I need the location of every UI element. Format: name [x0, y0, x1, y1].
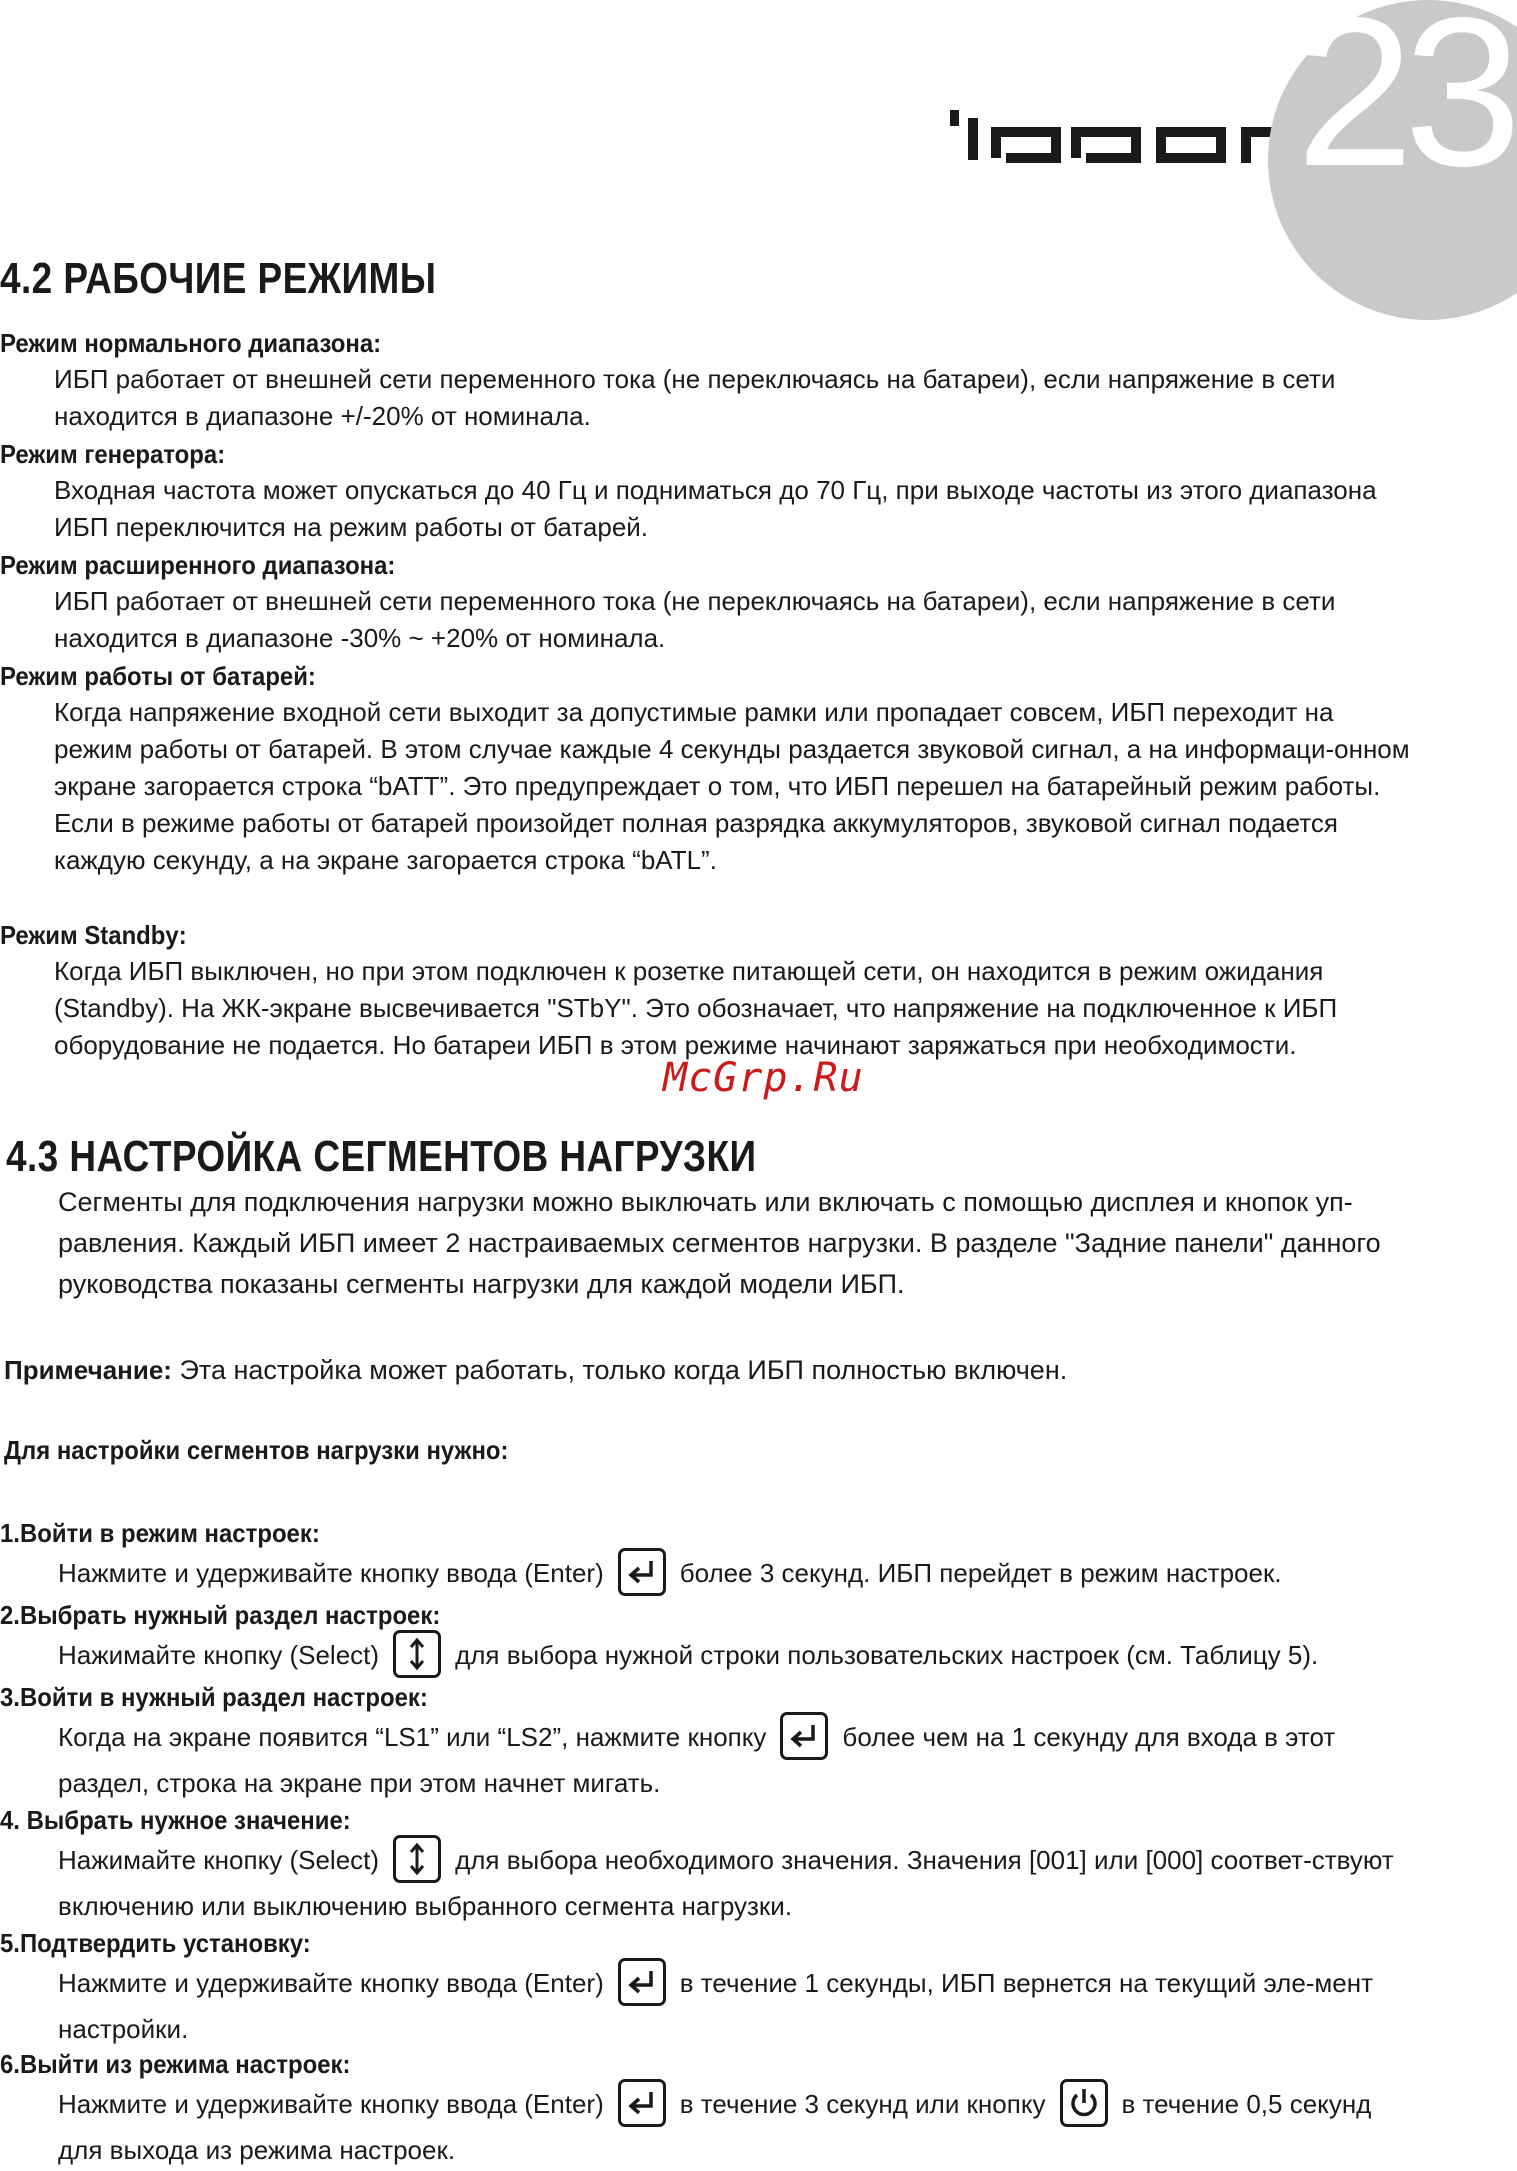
- mode-description: Когда ИБП выключен, но при этом подключен к розетке питающей сети, он находится в режим ожидания (Standby). На ЖК-экране высвечивается "STbY". Это обозначает, что напряжение на подключенное к ИБП оборудование не подается. Но батареи ИБП в этом режиме начинают заряжаться при необходимости.: [54, 956, 1338, 1060]
- mode-description: Когда напряжение входной сети выходит за допустимые рамки или пропадает совсем, ИБП переходит на режим работы от батарей. В этом случае каждые 4 секунды раздается звуковой сигнал, а на информаци-онном экране загорается строка “bATT”. Это предупреждает о том, что ИБП перешел на батарейный режим работы.: [54, 697, 1410, 801]
- power-icon: [1060, 2079, 1108, 2127]
- mode-label: Режим расширенного диапазона:: [0, 550, 396, 580]
- mode-extended: [0, 547, 1440, 657]
- enter-icon: [618, 1548, 666, 1596]
- select-icon: [393, 1835, 441, 1883]
- watermark: McGrp.Ru: [663, 1055, 864, 1101]
- step-text-after: в течение 1 секунды, ИБП вернется на текущий эле-мент настройки.: [58, 1967, 1374, 2044]
- step-2: [0, 1597, 1440, 1681]
- step-4: [0, 1802, 1440, 1927]
- step-text-before: Нажмите и удерживайте кнопку ввода (Enter): [58, 1557, 604, 1588]
- step-text-after: более чем на 1 секунду для входа в этот раздел, строка на экране при этом начнет мигать.: [58, 1721, 1336, 1798]
- step-title: 2.Выбрать нужный раздел настроек:: [0, 1600, 441, 1630]
- mode-description: ИБП работает от внешней сети переменного тока (не переключаясь на батареи), если напряжение в сети находится в диапазоне -30% ~ +20% от номинала.: [54, 586, 1336, 653]
- section-4-2-title: 4.2 РАБОЧИЕ РЕЖИМЫ: [0, 254, 437, 303]
- note-label: Примечание:: [4, 1355, 172, 1385]
- page-number: 23: [1296, 0, 1512, 210]
- step-title: 5.Подтвердить установку:: [0, 1928, 311, 1958]
- step-text-after: для выбора нужной строки пользовательских настроек (см. Таблицу 5).: [455, 1639, 1319, 1670]
- step-text-before: Нажмите и удерживайте кнопку ввода (Enter): [58, 2088, 604, 2119]
- select-icon: [393, 1630, 441, 1678]
- step-5: [0, 1925, 1440, 2050]
- step-description: [0, 1551, 1398, 1599]
- section-4-3-title: 4.3 НАСТРОЙКА СЕГМЕНТОВ НАГРУЗКИ: [6, 1132, 757, 1181]
- step-title: 4. Выбрать нужное значение:: [0, 1805, 351, 1835]
- mode-generator: [0, 436, 1440, 546]
- note: [4, 1350, 1067, 1390]
- page-number-badge: [1268, 0, 1517, 255]
- step-text-after: в течение 0,5 секунд для выхода из режима настроек.: [58, 2088, 1372, 2165]
- mode-label: Режим нормального диапазона:: [0, 328, 382, 358]
- note-text: Эта настройка может работать, только когда ИБП полностью включен.: [171, 1355, 1068, 1385]
- step-text-before: Нажимайте кнопку (Select): [58, 1844, 380, 1875]
- step-text-middle: в течение 3 секунд или кнопку: [679, 2088, 1046, 2119]
- step-6: [0, 2046, 1440, 2171]
- section-intro: Сегменты для подключения нагрузки можно выключать или включать с помощью дисплея и кнопок уп-равления. Каждый ИБП имеет 2 настраиваемых сегментов нагрузки. В разделе "Задние панели" данного руководства показаны сегменты нагрузки для каждой модели ИБП.: [58, 1187, 1381, 1299]
- enter-icon: [780, 1712, 828, 1760]
- step-title: 3.Войти в нужный раздел настроек:: [0, 1682, 428, 1712]
- step-description: [0, 2082, 1398, 2171]
- step-title: 1.Войти в режим настроек:: [0, 1518, 320, 1548]
- step-text-before: Нажимайте кнопку (Select): [58, 1639, 380, 1670]
- page-header: [0, 0, 1517, 260]
- step-description: [0, 1715, 1398, 1804]
- step-description: [0, 1633, 1398, 1681]
- mode-battery: [0, 658, 1440, 879]
- step-1: [0, 1515, 1440, 1599]
- enter-icon: [618, 1958, 666, 2006]
- mode-label: Режим работы от батарей:: [0, 661, 316, 691]
- step-description: [0, 1838, 1398, 1927]
- mode-normal: [0, 325, 1440, 435]
- step-description: [0, 1961, 1398, 2050]
- mode-description-2: Если в режиме работы от батарей произойдет полная разрядка аккумуляторов, звуковой сигнал подается каждую секунду, а на экране загорается строка “bATL”.: [54, 808, 1338, 875]
- step-text-before: Когда на экране появится “LS1” или “LS2”, нажмите кнопку: [58, 1721, 767, 1752]
- step-text-before: Нажмите и удерживайте кнопку ввода (Enter): [58, 1967, 604, 1998]
- procedure-label: Для настройки сегментов нагрузки нужно:: [4, 1435, 509, 1465]
- enter-icon: [618, 2079, 666, 2127]
- mode-description: ИБП работает от внешней сети переменного тока (не переключаясь на батареи), если напряжение в сети находится в диапазоне +/-20% от номинала.: [54, 364, 1336, 431]
- step-3: [0, 1679, 1440, 1804]
- step-text-after: для выбора необходимого значения. Значения [001] или [000] соответ-ствуют включению или выключению выбранного сегмента нагрузки.: [58, 1844, 1394, 1921]
- step-text-after: более 3 секунд. ИБП перейдет в режим настроек.: [679, 1557, 1282, 1588]
- mode-label: Режим генератора:: [0, 439, 226, 469]
- mode-label: Режим Standby:: [0, 920, 187, 950]
- mode-description: Входная частота может опускаться до 40 Гц и подниматься до 70 Гц, при выходе частоты из этого диапазона ИБП переключится на режим работы от батарей.: [54, 475, 1377, 542]
- step-title: 6.Выйти из режима настроек:: [0, 2049, 351, 2079]
- mode-standby: [0, 917, 1440, 1064]
